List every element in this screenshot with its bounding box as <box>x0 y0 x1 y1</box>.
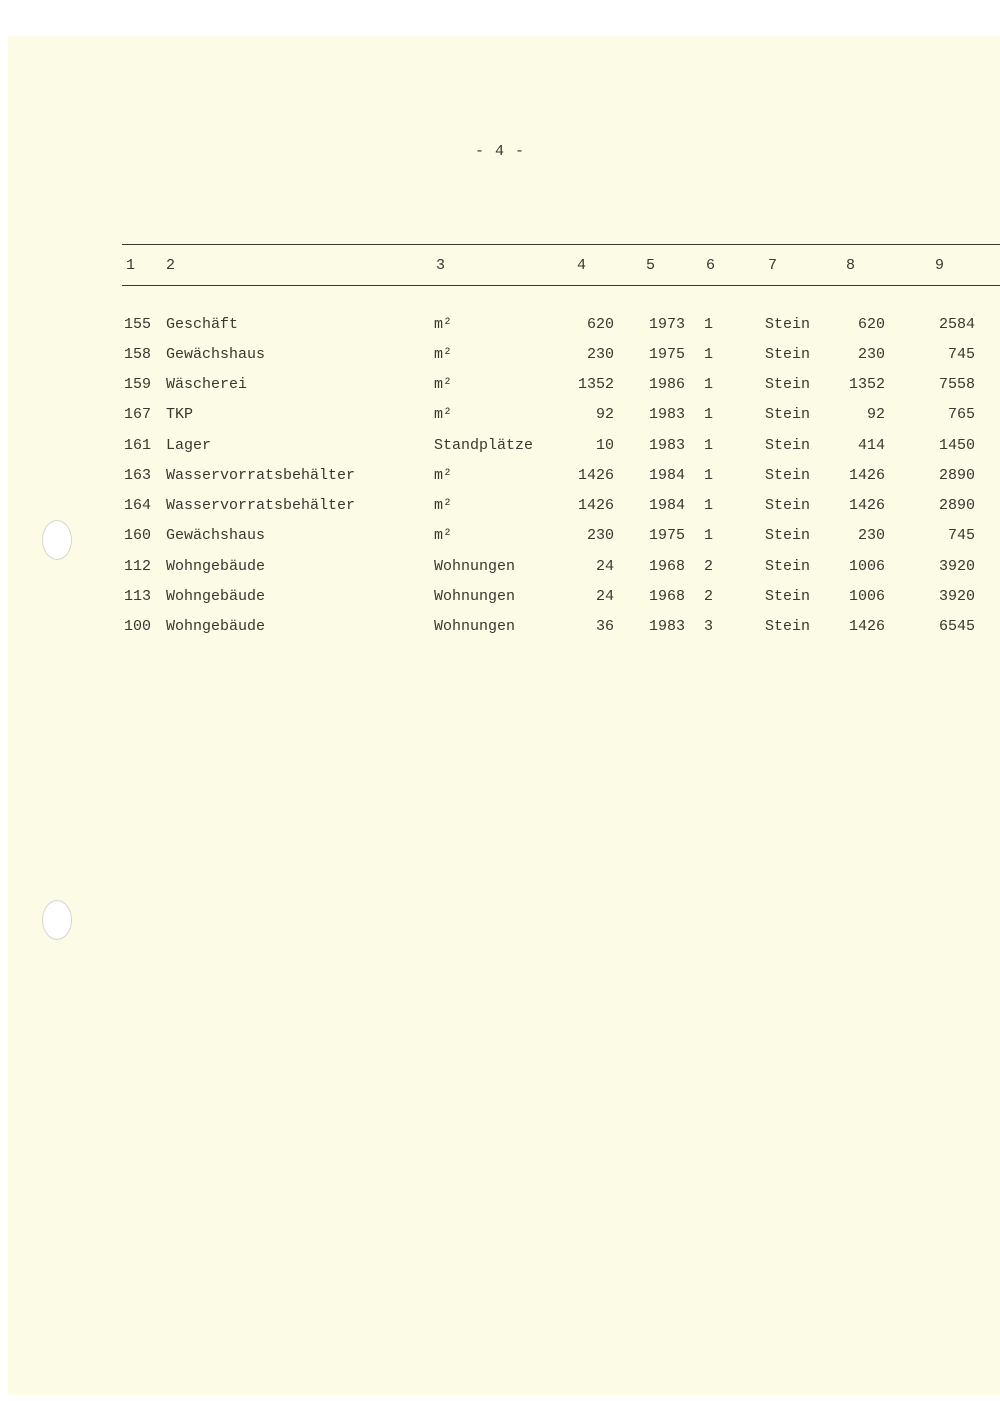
cell-col7: Stein <box>765 316 811 333</box>
cell-unit: m² <box>434 316 453 333</box>
cell-col9: 745 <box>947 527 975 544</box>
table-row <box>0 405 1000 425</box>
cell-nr: 160 <box>124 527 152 544</box>
cell-col8: 1426 <box>848 618 885 635</box>
cell-unit: m² <box>434 376 453 393</box>
cell-col4: 24 <box>595 558 614 575</box>
cell-col4: 1426 <box>577 497 614 514</box>
cell-unit: m² <box>434 497 453 514</box>
cell-col4: 24 <box>595 588 614 605</box>
cell-col8: 92 <box>866 406 885 423</box>
cell-col9: 2890 <box>938 467 975 484</box>
cell-nr: 161 <box>124 437 152 454</box>
cell-col6: 2 <box>704 588 714 605</box>
cell-col8: 230 <box>857 346 885 363</box>
cell-col6: 1 <box>704 527 714 544</box>
cell-name: TKP <box>166 406 194 423</box>
cell-col5: 1968 <box>648 588 685 605</box>
cell-col4: 36 <box>595 618 614 635</box>
cell-col5: 1975 <box>648 346 685 363</box>
cell-unit: m² <box>434 406 453 423</box>
cell-col9: 7558 <box>938 376 975 393</box>
scan-left-margin <box>0 0 8 1401</box>
table-row <box>0 557 1000 577</box>
header-col-1: 1 <box>126 257 136 274</box>
cell-name: Geschäft <box>166 316 239 333</box>
table-row <box>0 345 1000 365</box>
cell-unit: Wohnungen <box>434 558 516 575</box>
cell-col6: 1 <box>704 497 714 514</box>
cell-col5: 1984 <box>648 467 685 484</box>
cell-nr: 164 <box>124 497 152 514</box>
cell-name: Wohngebäude <box>166 588 266 605</box>
cell-unit: m² <box>434 346 453 363</box>
cell-col5: 1983 <box>648 406 685 423</box>
cell-col4: 1352 <box>577 376 614 393</box>
cell-col8: 230 <box>857 527 885 544</box>
cell-col5: 1973 <box>648 316 685 333</box>
cell-col7: Stein <box>765 376 811 393</box>
cell-nr: 113 <box>124 588 152 605</box>
cell-col8: 1426 <box>848 497 885 514</box>
cell-col9: 2584 <box>938 316 975 333</box>
cell-unit: Standplätze <box>434 437 534 454</box>
header-col-9: 9 <box>935 257 945 274</box>
cell-col4: 10 <box>595 437 614 454</box>
cell-col8: 1426 <box>848 467 885 484</box>
cell-nr: 163 <box>124 467 152 484</box>
cell-name: Wasservorratsbehälter <box>166 497 356 514</box>
cell-col4: 1426 <box>577 467 614 484</box>
table-top-rule <box>122 244 1000 245</box>
cell-col9: 765 <box>947 406 975 423</box>
cell-col7: Stein <box>765 618 811 635</box>
cell-col9: 2890 <box>938 497 975 514</box>
punch-hole-lower <box>42 900 72 940</box>
cell-col7: Stein <box>765 588 811 605</box>
cell-col6: 1 <box>704 316 714 333</box>
cell-name: Gewächshaus <box>166 346 266 363</box>
cell-name: Wasservorratsbehälter <box>166 467 356 484</box>
cell-col7: Stein <box>765 497 811 514</box>
table-row <box>0 496 1000 516</box>
table-header-rule <box>122 285 1000 286</box>
scan-top-margin <box>0 0 1000 36</box>
cell-col6: 1 <box>704 406 714 423</box>
cell-col5: 1968 <box>648 558 685 575</box>
cell-unit: m² <box>434 527 453 544</box>
header-col-3: 3 <box>436 257 446 274</box>
cell-col8: 620 <box>857 316 885 333</box>
header-col-2: 2 <box>166 257 176 274</box>
cell-name: Lager <box>166 437 212 454</box>
cell-col7: Stein <box>765 467 811 484</box>
cell-nr: 167 <box>124 406 152 423</box>
cell-col9: 745 <box>947 346 975 363</box>
cell-col7: Stein <box>765 346 811 363</box>
cell-col5: 1975 <box>648 527 685 544</box>
cell-unit: Wohnungen <box>434 588 516 605</box>
cell-col5: 1984 <box>648 497 685 514</box>
cell-nr: 112 <box>124 558 152 575</box>
table-row <box>0 617 1000 637</box>
cell-name: Gewächshaus <box>166 527 266 544</box>
cell-col6: 1 <box>704 437 714 454</box>
cell-col4: 230 <box>586 527 614 544</box>
cell-col7: Stein <box>765 558 811 575</box>
cell-col6: 3 <box>704 618 714 635</box>
cell-col9: 6545 <box>938 618 975 635</box>
cell-col7: Stein <box>765 437 811 454</box>
cell-name: Wohngebäude <box>166 618 266 635</box>
header-col-5: 5 <box>646 257 656 274</box>
cell-nr: 100 <box>124 618 152 635</box>
cell-col7: Stein <box>765 527 811 544</box>
cell-col6: 1 <box>704 376 714 393</box>
table-row <box>0 526 1000 546</box>
cell-col8: 1006 <box>848 558 885 575</box>
header-col-7: 7 <box>768 257 778 274</box>
table-row <box>0 315 1000 335</box>
table-header-row <box>0 256 1000 276</box>
header-col-6: 6 <box>706 257 716 274</box>
cell-col5: 1983 <box>648 437 685 454</box>
cell-name: Wäscherei <box>166 376 248 393</box>
cell-nr: 159 <box>124 376 152 393</box>
cell-col8: 414 <box>857 437 885 454</box>
cell-unit: m² <box>434 467 453 484</box>
table-row <box>0 436 1000 456</box>
cell-col4: 92 <box>595 406 614 423</box>
table-row <box>0 587 1000 607</box>
cell-name: Wohngebäude <box>166 558 266 575</box>
cell-col6: 2 <box>704 558 714 575</box>
page-number: - 4 - <box>474 143 525 160</box>
cell-col9: 1450 <box>938 437 975 454</box>
scan-bottom-margin <box>0 1395 1000 1401</box>
cell-col4: 230 <box>586 346 614 363</box>
header-col-8: 8 <box>846 257 856 274</box>
cell-col6: 1 <box>704 467 714 484</box>
cell-nr: 158 <box>124 346 152 363</box>
cell-col8: 1006 <box>848 588 885 605</box>
cell-col9: 3920 <box>938 588 975 605</box>
table-row <box>0 375 1000 395</box>
cell-col4: 620 <box>586 316 614 333</box>
cell-col9: 3920 <box>938 558 975 575</box>
cell-col7: Stein <box>765 406 811 423</box>
cell-col5: 1986 <box>648 376 685 393</box>
cell-nr: 155 <box>124 316 152 333</box>
cell-col8: 1352 <box>848 376 885 393</box>
cell-col5: 1983 <box>648 618 685 635</box>
table-row <box>0 466 1000 486</box>
cell-unit: Wohnungen <box>434 618 516 635</box>
header-col-4: 4 <box>577 257 587 274</box>
cell-col6: 1 <box>704 346 714 363</box>
